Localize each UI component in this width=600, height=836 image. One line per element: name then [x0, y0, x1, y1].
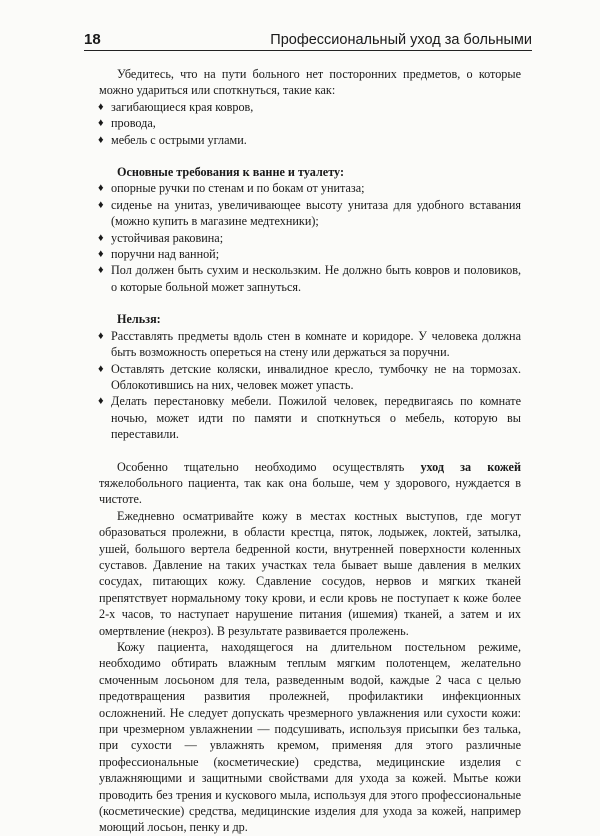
- bullet-icon: ♦: [98, 248, 104, 261]
- list-item: ♦ поручни над ванной;: [98, 247, 220, 262]
- bullet-icon: ♦: [98, 395, 104, 408]
- forbidden-heading: Нельзя:: [117, 312, 161, 327]
- list-item: ♦ Расставлять предметы вдоль стен в комнате и коридоре. У человека должна быть возможность опереться на стену или держаться за поручни.: [98, 328, 521, 360]
- list-item: ♦ Оставлять детские коляски, инвалидное кресло, тумбочку не на тормозах. Облокотившись на них, человек может упасть.: [98, 361, 521, 392]
- list-item: ♦ опорные ручки по стенам и по бокам от унитаза;: [98, 181, 365, 196]
- page-number: 18: [84, 31, 101, 48]
- bullet-icon: ♦: [98, 182, 104, 195]
- skin-care-paragraph: Особенно тщательно необходимо осуществлять уход за кожей тяжелобольного пациента, так как она больше, чем у здорового, нуждается в чистоте.: [99, 459, 521, 507]
- bath-requirements-heading: Основные требования к ванне и туалету:: [117, 165, 345, 180]
- skin-care-emphasis: уход за кожей: [420, 459, 521, 474]
- intro-paragraph: Убедитесь, что на пути больного нет посторонних предметов, о которые можно удариться или споткнуться, такие как:: [99, 67, 521, 98]
- inspection-paragraph: Ежедневно осматривайте кожу в местах костных выступов, где могут образоваться пролежни, в области крестца, пяток, лодыжек, локтей, затылка, ушей, большого вертела бедренной кости, внутренней поверхности коленных суставов. Давление на таких участках тела бывает выше давления в мелких сосудах, питающих кожу. Сдавление сосудов, нервов и мягких тканей препятствует нормальному току крови, и если кровь не поступает к коже более 2-х часов, то наступает нарушение питания (ишемия) тканей, а затем и их омертвление (некроз). В результате развивается пролежень.: [99, 508, 521, 638]
- list-item: ♦ сиденье на унитаз, увеличивающее высоту унитаза для удобного вставания (можно купить в магазине медтехники);: [98, 197, 521, 229]
- running-title: Профессиональный уход за больными: [270, 32, 532, 48]
- running-header: [84, 31, 532, 51]
- bullet-icon: ♦: [98, 264, 104, 277]
- bullet-icon: ♦: [98, 231, 104, 244]
- list-item: ♦ Пол должен быть сухим и нескользким. Не должно быть ковров и половиков, о которые больной может запнуться.: [98, 263, 521, 294]
- bullet-icon: ♦: [98, 329, 104, 342]
- forbidden-list: [99, 328, 521, 443]
- page-content: [99, 66, 521, 836]
- bath-requirements-list: [99, 180, 521, 295]
- bullet-icon: ♦: [98, 362, 104, 375]
- hygiene-paragraph: Кожу пациента, находящегося на длительном постельном режиме, необходимо обтирать влажным теплым мягким полотенцем, желательно смоченным лосьоном для тела, разведенным водой, каждые 2 часа с целью предотвращения развития пролежней, профилактики инфекционных осложнений. Не следует допускать чрезмерного увлажнения или сухости кожи: при чрезмерном увлажнении — подсушивать, используя присыпки без талька, при сухости — увлажнять кремом, применяя для этого различные профессиональные (косметические) средства, медицинские изделия с увлажняющими и защитными свойствами для ухода за кожей. Мытье кожи проводить без трения и кускового мыла, используя для этого профессиональные (косметические) средства, медицинские изделия для ухода за кожей, например моющий лосьон, пенку и др.: [99, 640, 521, 835]
- hazard-list: [99, 99, 521, 148]
- bullet-icon: ♦: [98, 198, 104, 211]
- bullet-icon: ♦: [98, 100, 104, 113]
- bullet-icon: ♦: [98, 133, 104, 146]
- list-item: ♦ устойчивая раковина;: [98, 230, 224, 245]
- bullet-icon: ♦: [98, 117, 104, 130]
- list-item: ♦ Делать перестановку мебели. Пожилой человек, передвигаясь по комнате ночью, может идти по памяти и споткнуться о мебель, которую вы переставили.: [98, 394, 521, 442]
- list-item: ♦ провода,: [98, 116, 156, 131]
- list-item: ♦ мебель с острыми углами.: [98, 132, 247, 147]
- list-item: ♦ загибающиеся края ковров,: [98, 99, 254, 114]
